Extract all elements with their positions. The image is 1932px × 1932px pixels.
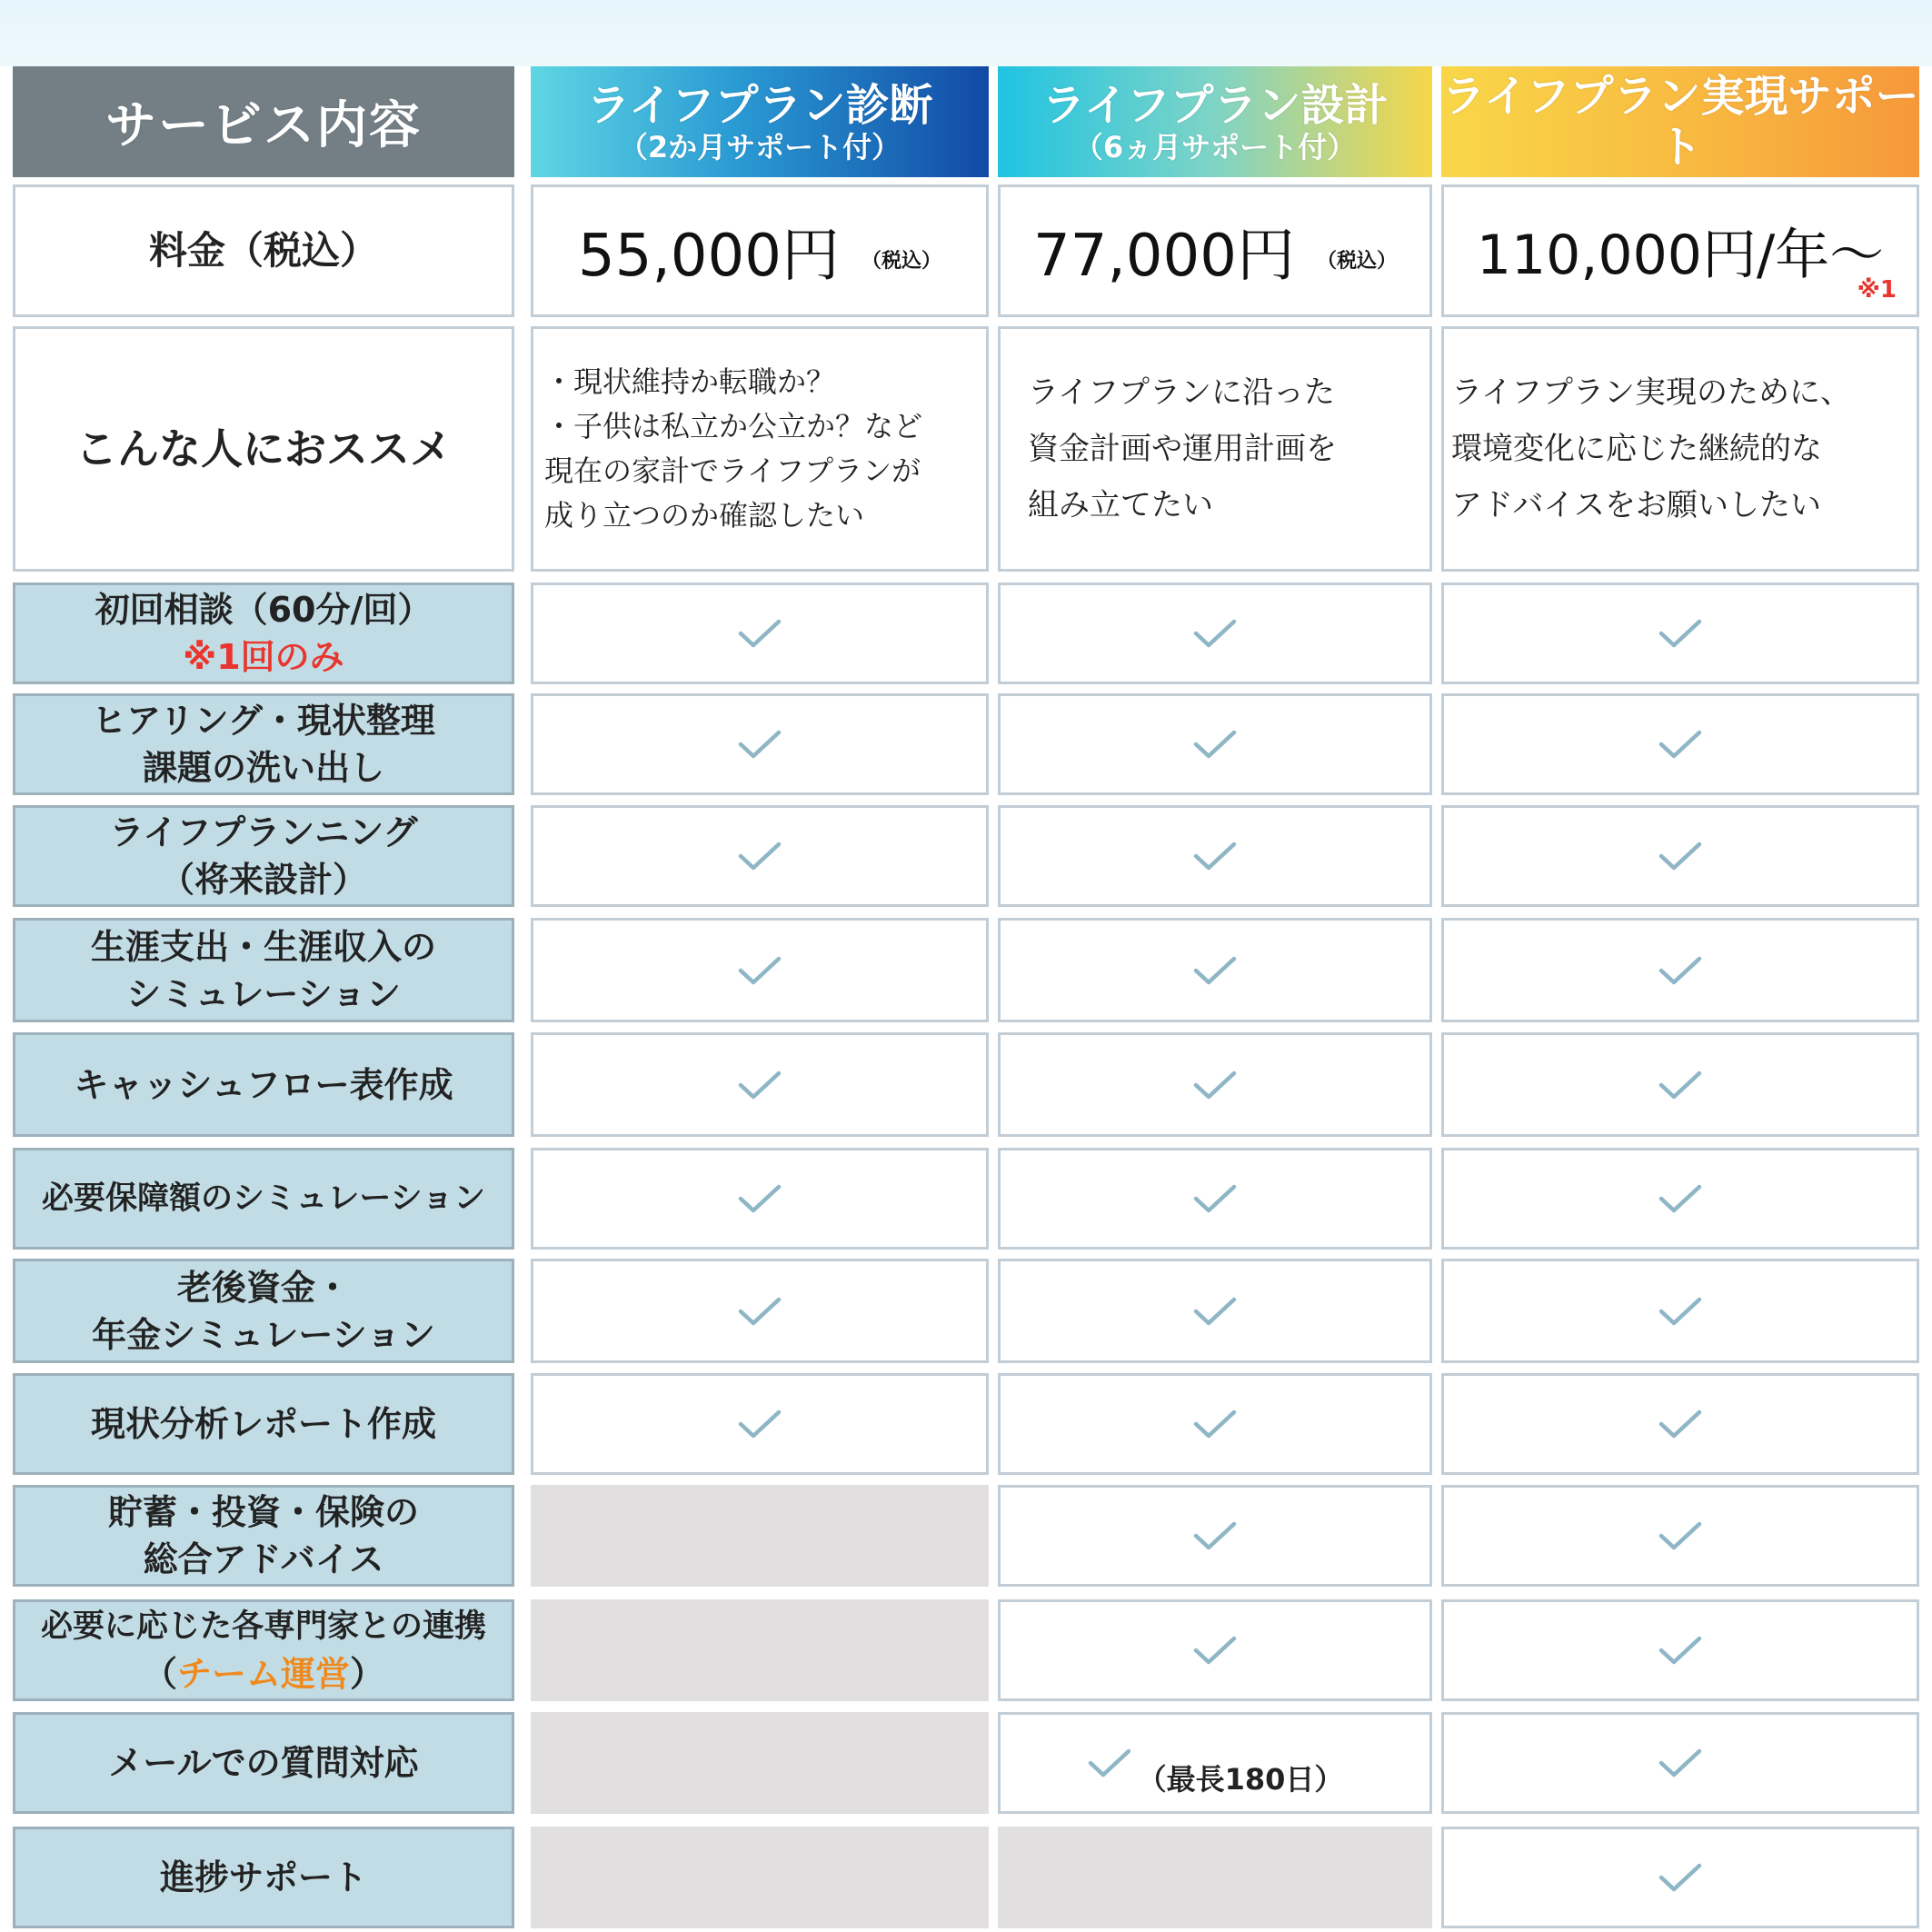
feature-label-cell	[13, 693, 514, 795]
feature-plan1-cell	[531, 1599, 989, 1701]
feature-plan3-cell	[1441, 1485, 1919, 1587]
feature-plan3-cell	[1441, 1259, 1919, 1363]
feature-label-cell	[13, 1485, 514, 1587]
check-icon	[1192, 1635, 1238, 1666]
feature-label-cell	[13, 1712, 514, 1814]
feature-label-cell	[13, 1827, 514, 1928]
check-icon	[1192, 1183, 1238, 1214]
price-plan1: 55,000円	[578, 223, 840, 290]
reco-plan1-cell	[531, 326, 989, 572]
mail-support-duration-note: （最長180日）	[1137, 1762, 1344, 1797]
feature-label-cell	[13, 918, 514, 1022]
feature-label-cell	[13, 1032, 514, 1137]
check-icon	[737, 729, 782, 760]
price-plan2: 77,000円	[1033, 223, 1295, 290]
price-label-cell	[13, 184, 514, 317]
reco-plan1-line: 現在の家計でライフプランが	[544, 453, 921, 488]
feature-label-line2: シミュレーション	[126, 973, 401, 1014]
reco-plan2-line: 資金計画や運用計画を	[1028, 431, 1337, 467]
feature-plan3-cell	[1441, 1827, 1919, 1928]
feature-label-cell	[13, 1373, 514, 1475]
feature-plan2-cell	[998, 693, 1432, 795]
check-icon	[1192, 841, 1238, 871]
feature-label-line1: 生涯支出・生涯収入の	[90, 926, 436, 967]
feature-label-line1: 現状分析レポート作成	[90, 1404, 436, 1444]
header-plan3	[1441, 66, 1919, 177]
header-plan3-name: ライフプラン実現サポート	[1441, 71, 1919, 173]
header-plan2-name: ライフプラン設計	[1041, 80, 1389, 131]
reco-plan1-line: ・現状維持か転職か？	[544, 364, 836, 399]
price-label: 料金（税込）	[148, 228, 378, 273]
feature-plan3-cell	[1441, 918, 1919, 1022]
check-icon	[737, 1296, 782, 1327]
feature-label-line2	[143, 1650, 384, 1698]
feature-label-line1: 初回相談（60分/回）	[95, 590, 433, 630]
header-service-label: サービス内容	[105, 96, 422, 155]
feature-label-cell	[13, 1259, 514, 1363]
check-icon	[737, 1409, 782, 1439]
feature-plan3-cell	[1441, 1712, 1919, 1814]
header-plan2	[998, 66, 1432, 177]
check-icon	[1192, 1070, 1238, 1100]
reco-plan3-line: 環境変化に応じた継続的な	[1451, 431, 1822, 467]
feature-label-line1: 老後資金・	[176, 1267, 350, 1308]
check-icon	[1192, 1520, 1238, 1551]
check-icon	[737, 1070, 782, 1100]
feature-plan2-cell	[998, 1259, 1432, 1363]
check-icon	[1192, 1409, 1238, 1439]
feature-plan1-cell	[531, 1148, 989, 1250]
paren-open: （	[142, 1654, 177, 1694]
feature-plan3-cell	[1441, 1148, 1919, 1250]
check-icon	[1658, 1070, 1703, 1100]
check-icon	[1658, 618, 1703, 649]
paren-close: ）	[350, 1654, 385, 1694]
check-icon	[737, 841, 782, 871]
price-plan3: 110,000円/年～	[1476, 224, 1885, 287]
check-icon	[1192, 1296, 1238, 1327]
check-icon	[737, 618, 782, 649]
feature-label-line2: ※1回のみ	[183, 637, 344, 677]
header-plan2-sub: （6ヵ月サポート付）	[1073, 130, 1357, 164]
feature-plan2-cell	[998, 1827, 1432, 1928]
feature-plan2-cell	[998, 1373, 1432, 1475]
feature-plan1-cell	[531, 1373, 989, 1475]
feature-plan1-cell	[531, 1032, 989, 1137]
feature-label-line2: （将来設計）	[159, 860, 367, 900]
team-operation-emphasis: チーム運営	[176, 1654, 350, 1694]
top-band	[0, 0, 1932, 66]
feature-plan1-cell	[531, 1259, 989, 1363]
reco-plan1-line: ・子供は私立か公立か？など	[544, 409, 923, 443]
feature-plan3-cell	[1441, 693, 1919, 795]
feature-plan2-cell	[998, 583, 1432, 684]
reco-plan2-line: ライフプランに沿った	[1028, 374, 1335, 411]
feature-plan2-cell	[998, 1712, 1432, 1814]
check-icon	[1658, 841, 1703, 871]
reco-plan3-line: ライフプラン実現のために、	[1451, 374, 1851, 411]
feature-label-line1: キャッシュフロー表作成	[74, 1064, 453, 1105]
reco-plan3-cell	[1441, 326, 1919, 572]
header-plan1-sub: （2か月サポート付）	[618, 130, 901, 164]
feature-label-line2: 年金シミュレーション	[92, 1314, 435, 1355]
feature-plan1-cell	[531, 805, 989, 907]
reco-plan1-line: 成り立つのか確認したい	[544, 498, 865, 533]
header-service	[13, 66, 514, 177]
check-icon	[1658, 1635, 1703, 1666]
header-plan1	[531, 66, 989, 177]
check-icon	[1658, 729, 1703, 760]
feature-label-line2: 総合アドバイス	[143, 1539, 384, 1579]
feature-label-line1: ライフプランニング	[109, 812, 418, 852]
feature-plan2-cell	[998, 805, 1432, 907]
feature-plan1-cell	[531, 583, 989, 684]
check-icon	[1658, 1748, 1703, 1778]
price-plan2-tax: （税込）	[1316, 249, 1397, 273]
feature-plan3-cell	[1441, 805, 1919, 907]
check-icon	[1192, 618, 1238, 649]
check-icon	[1087, 1748, 1132, 1778]
feature-plan3-cell	[1441, 1032, 1919, 1137]
feature-label-cell	[13, 805, 514, 907]
feature-plan1-cell	[531, 1827, 989, 1928]
feature-label-cell	[13, 1599, 514, 1701]
feature-label-line1: 必要に応じた各専門家との連携	[40, 1608, 486, 1645]
feature-plan2-cell	[998, 918, 1432, 1022]
feature-plan3-cell	[1441, 1599, 1919, 1701]
feature-plan2-cell	[998, 1148, 1432, 1250]
reco-plan2-line: 組み立てたい	[1028, 487, 1213, 523]
feature-label-line2: 課題の洗い出し	[142, 748, 384, 788]
feature-plan2-cell	[998, 1485, 1432, 1587]
feature-plan1-cell	[531, 918, 989, 1022]
check-icon	[1658, 1862, 1703, 1893]
check-icon	[1658, 955, 1703, 986]
feature-label-line1: 貯蓄・投資・保険の	[107, 1492, 419, 1532]
feature-plan2-cell	[998, 1032, 1432, 1137]
feature-plan1-cell	[531, 1485, 989, 1587]
feature-label-line1: 必要保障額のシミュレーション	[42, 1180, 485, 1217]
reco-label: こんな人におススメ	[75, 424, 452, 473]
check-icon	[1192, 729, 1238, 760]
feature-label-line1: ヒアリング・現状整理	[92, 701, 435, 741]
check-icon	[1658, 1520, 1703, 1551]
reco-label-cell	[13, 326, 514, 572]
reco-plan2-cell	[998, 326, 1432, 572]
check-icon	[737, 955, 782, 986]
check-icon	[1192, 955, 1238, 986]
price-plan1-cell	[531, 184, 989, 317]
feature-label-line1: メールでの質問対応	[108, 1743, 419, 1783]
header-plan1-name: ライフプラン診断	[586, 80, 933, 131]
check-icon	[1658, 1409, 1703, 1439]
check-icon	[737, 1183, 782, 1214]
feature-plan3-cell	[1441, 583, 1919, 684]
reco-plan3-line: アドバイスをお願いしたい	[1451, 487, 1821, 523]
feature-plan1-cell	[531, 693, 989, 795]
feature-plan2-cell	[998, 1599, 1432, 1701]
price-plan2-cell	[998, 184, 1432, 317]
check-icon	[1658, 1183, 1703, 1214]
feature-plan3-cell	[1441, 1373, 1919, 1475]
feature-label-cell	[13, 1148, 514, 1250]
feature-plan1-cell	[531, 1712, 989, 1814]
check-icon	[1658, 1296, 1703, 1327]
feature-label-cell	[13, 583, 514, 684]
feature-label-line1: 進捗サポート	[159, 1857, 367, 1897]
price-plan3-cell	[1441, 184, 1919, 317]
price-plan3-note: ※1	[1857, 276, 1897, 304]
price-plan1-tax: （税込）	[861, 249, 941, 273]
